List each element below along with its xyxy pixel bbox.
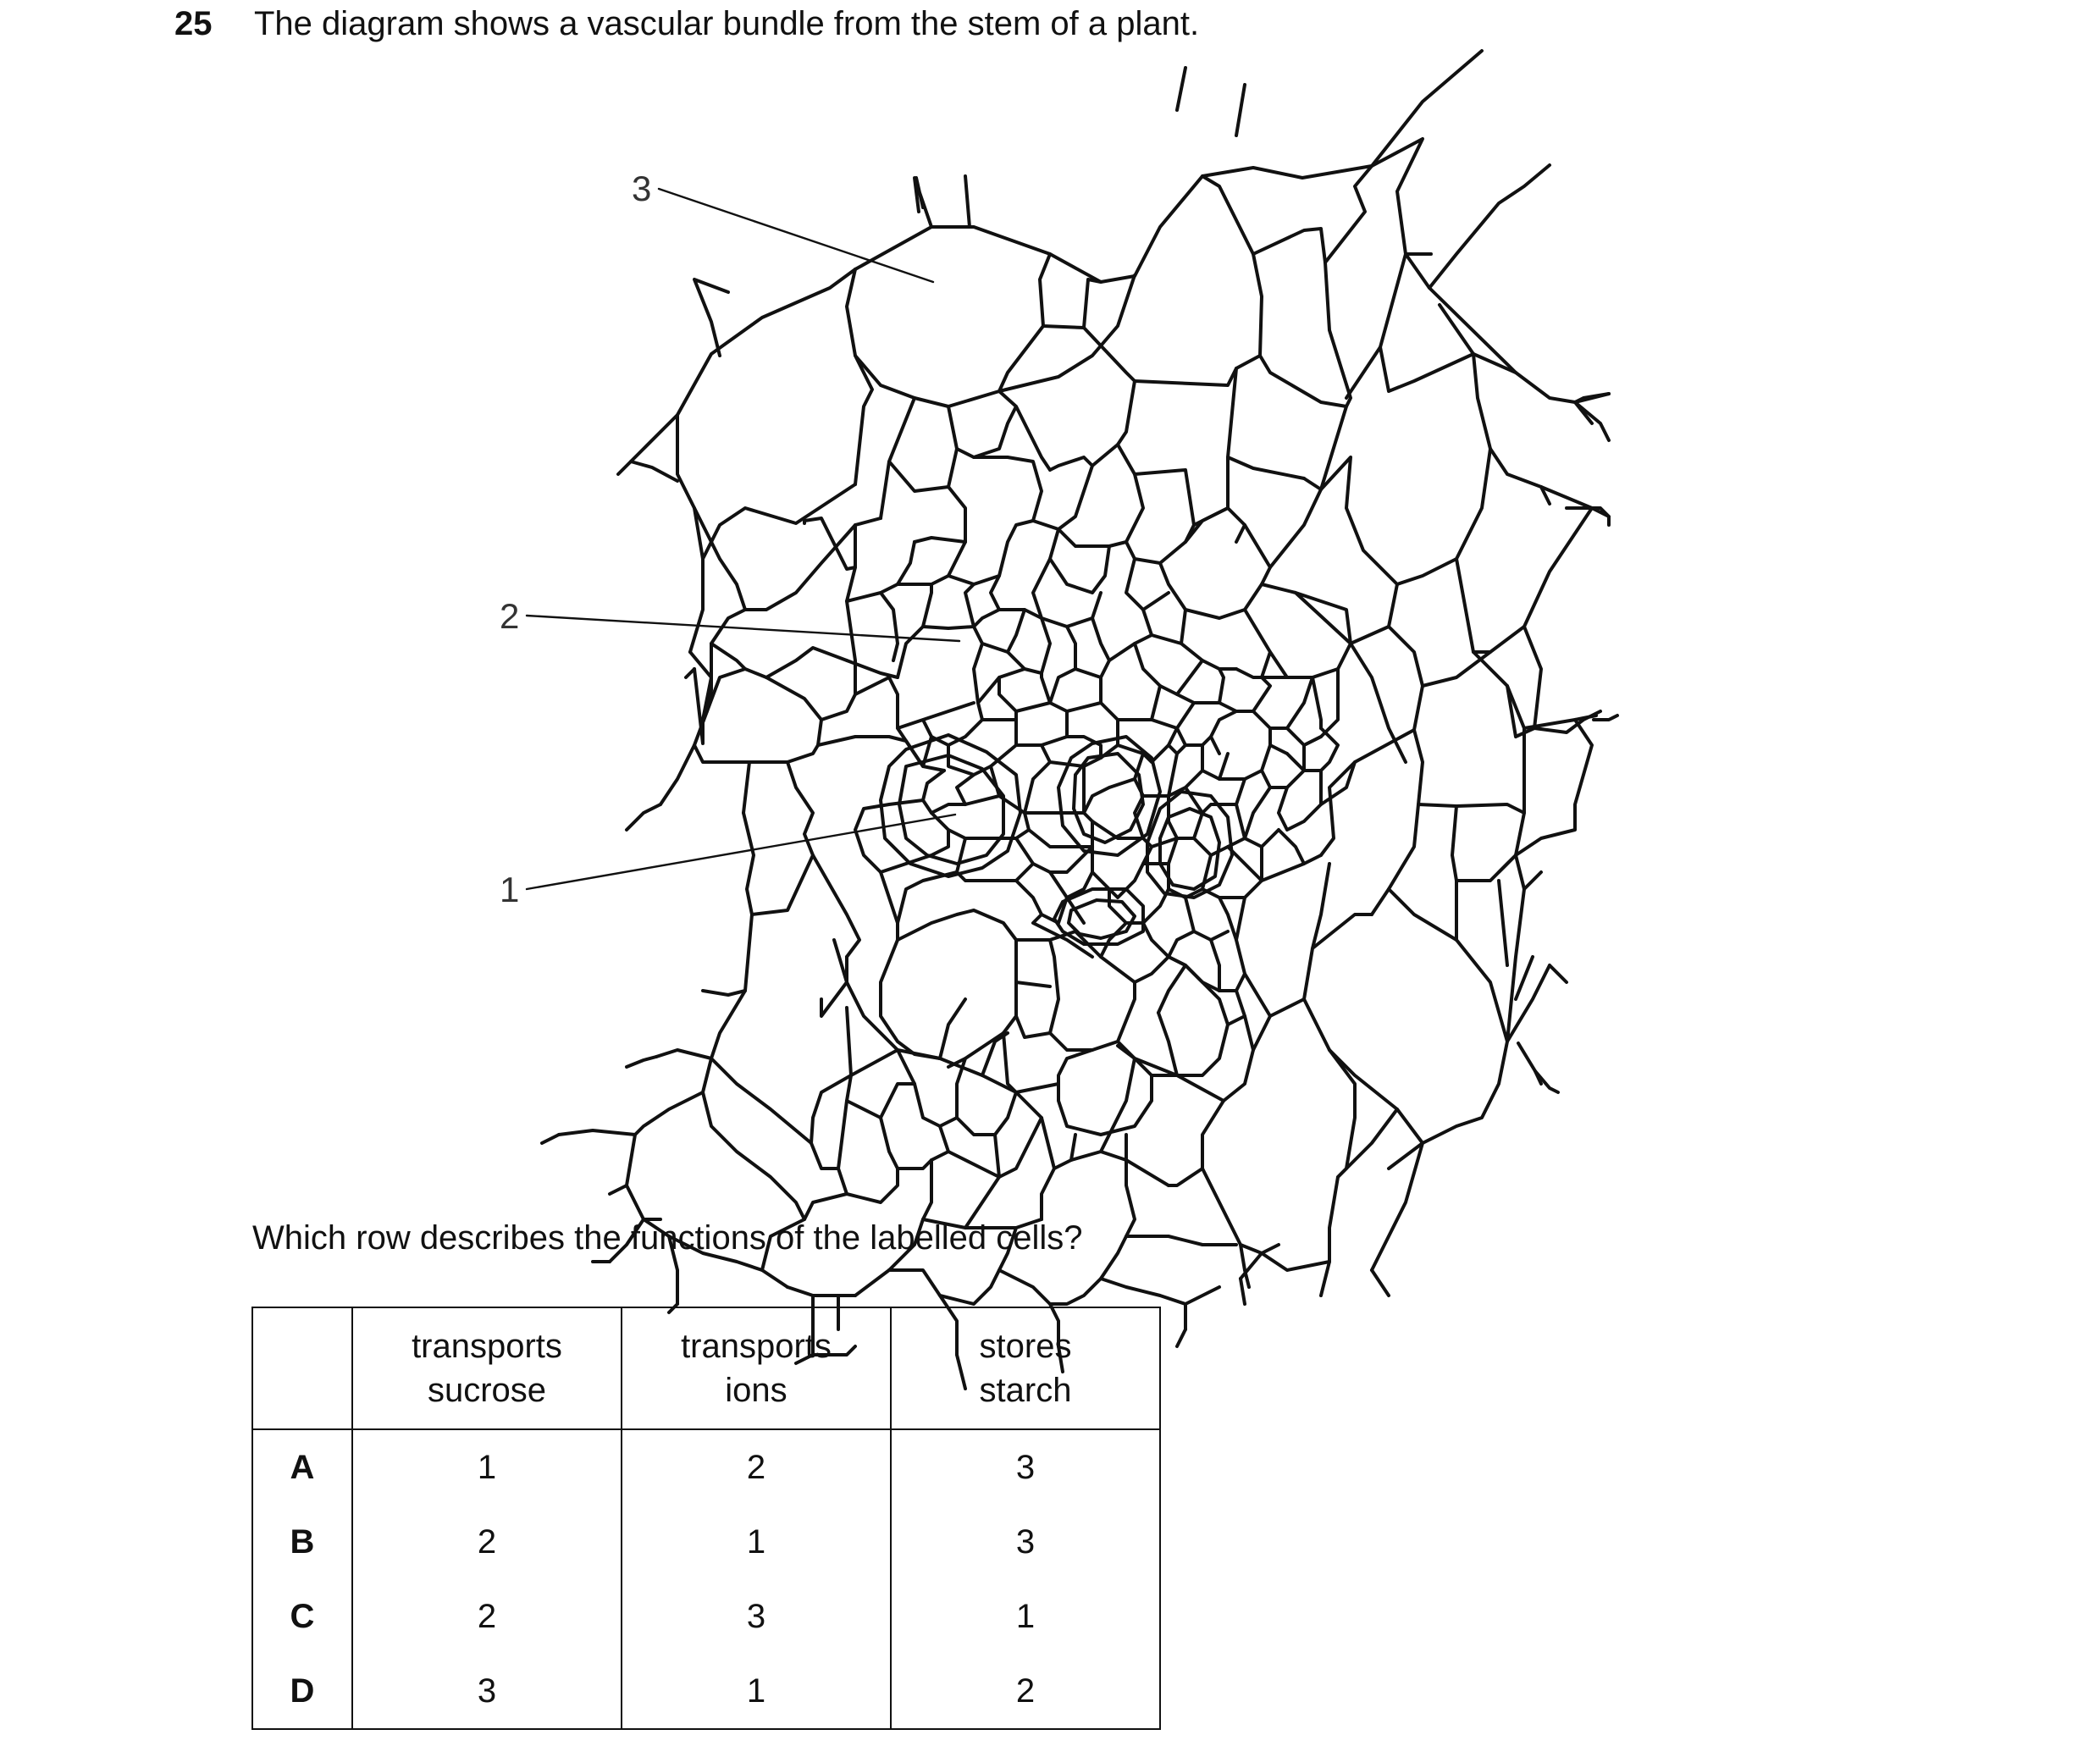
table-cell: 1 bbox=[891, 1579, 1160, 1654]
option-label: D bbox=[252, 1654, 352, 1729]
table-header-cell bbox=[622, 1307, 891, 1429]
table-row bbox=[252, 1579, 1160, 1654]
label-2: 2 bbox=[500, 596, 520, 636]
table-cell: 1 bbox=[622, 1654, 891, 1729]
table-cell: 2 bbox=[622, 1429, 891, 1505]
diagram-labels bbox=[500, 169, 651, 909]
header-line: ions bbox=[725, 1372, 788, 1409]
table-header-cell bbox=[352, 1307, 622, 1429]
table-header-blank bbox=[252, 1307, 352, 1429]
option-label: A bbox=[252, 1429, 352, 1505]
option-label: B bbox=[252, 1505, 352, 1579]
table-cell: 2 bbox=[891, 1654, 1160, 1729]
option-label: C bbox=[252, 1579, 352, 1654]
table-cell: 3 bbox=[891, 1505, 1160, 1579]
cell-walls bbox=[542, 51, 1617, 1389]
question-number: 25 bbox=[174, 5, 213, 42]
label-3: 3 bbox=[632, 169, 652, 208]
table-header-cell bbox=[891, 1307, 1160, 1429]
header-line: starch bbox=[979, 1372, 1072, 1409]
question-text: The diagram shows a vascular bundle from the stem of a plant. bbox=[254, 5, 1200, 42]
table-cell: 3 bbox=[352, 1654, 622, 1729]
table-row bbox=[252, 1429, 1160, 1505]
table-cell: 3 bbox=[622, 1579, 891, 1654]
table-cell: 2 bbox=[352, 1505, 622, 1579]
header-line: transports bbox=[681, 1328, 832, 1365]
table-header-row bbox=[252, 1307, 1160, 1429]
answer-table bbox=[251, 1307, 1161, 1730]
table-cell: 2 bbox=[352, 1579, 622, 1654]
header-line: transports bbox=[412, 1328, 562, 1365]
table-cell: 1 bbox=[352, 1429, 622, 1505]
table-row bbox=[252, 1654, 1160, 1729]
header-line: stores bbox=[979, 1328, 1072, 1365]
table-row bbox=[252, 1505, 1160, 1579]
header-line: sucrose bbox=[427, 1372, 547, 1409]
label-lines bbox=[527, 189, 959, 889]
table-cell: 1 bbox=[622, 1505, 891, 1579]
question-prompt: Which row describes the functions of the labelled cells? bbox=[252, 1219, 1083, 1257]
table-cell: 3 bbox=[891, 1429, 1160, 1505]
label-1: 1 bbox=[500, 870, 520, 909]
